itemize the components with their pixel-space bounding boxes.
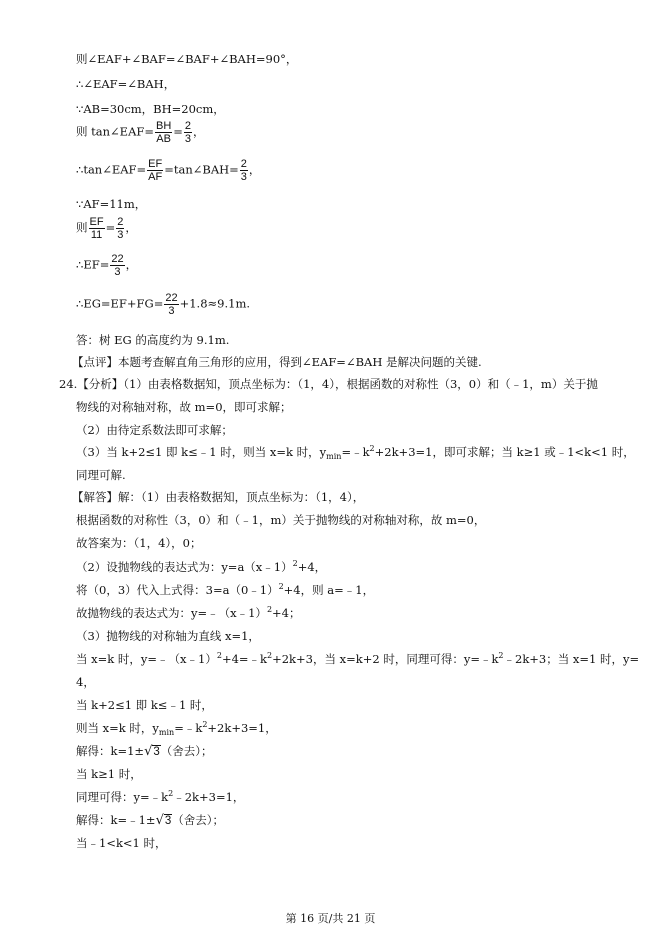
page-footer: 第 16 页/共 21 页 [285,912,376,925]
text: +1.8≈9.1m. [179,296,251,311]
subscript: min [326,452,342,461]
text: 当 x=k 时，y=﹣（x﹣1） [76,652,217,666]
fraction [155,120,172,145]
text: = [173,124,183,139]
text: =﹣k [174,721,203,735]
line-24-1: 24.【分析】（1）由表格数据知，顶点坐标为：（1，4），根据函数的对称性（3，0）和（﹣1，m）关于抛 [59,377,598,391]
text: ﹣2k+3=1， [173,790,245,804]
line-24-20 [76,812,224,829]
text: ， [125,257,138,272]
text: ∴tan∠EAF= [76,162,147,177]
line-a10: 答：树 EG 的高度约为 9.1m. [76,333,230,347]
line-24-8: 故答案为：（1，4），0； [76,536,202,550]
fraction [164,292,178,317]
line-24-13 [76,651,639,667]
fraction [147,158,163,183]
line-24-16 [76,720,277,736]
radicand: 3 [164,815,172,827]
line-24-6: 【解答】解：（1）由表格数据知，顶点坐标为：（1，4）， [72,490,365,504]
text: =tan∠BAH= [164,162,239,177]
text: （3）当 k+2≤1 即 k≤﹣1 时，则当 x=k 时，y [76,445,327,459]
text: 则 tan∠EAF= [76,124,154,139]
numerator: EF [89,216,104,228]
text: （2）设抛物线的表达式为：y=a（x﹣1） [76,560,293,574]
superscript: 2 [292,559,298,568]
fraction [240,158,248,183]
text: ∴EG=EF+FG= [76,296,164,311]
line-a6: ∵AF=11m， [76,197,147,211]
numerator: BH [156,120,172,132]
denominator: 3 [117,229,124,241]
line-a2: ∴∠EAF=∠BAH， [76,77,176,91]
text: +2k+3=1，即可求解；当 k≥1 或﹣1<k<1 时， [374,445,635,459]
text: 故抛物线的表达式为：y=﹣（x﹣1） [76,606,267,620]
superscript: 2 [202,720,208,729]
text: +4； [272,606,301,620]
text: 解得：k=﹣1± [76,813,156,827]
superscript: 2 [168,789,174,798]
line-24-14: 4， [76,675,95,689]
square-root: √3 [144,744,160,759]
denominator: AB [156,133,171,145]
text: ， [193,124,205,139]
text: +2k+3，当 x=k+2 时，同理可得：y=﹣k [272,652,499,666]
fraction [116,216,124,241]
line-24-21: 当﹣1<k<1 时， [76,836,167,850]
text: ， [125,220,137,235]
text: 同理可得：y=﹣k [76,790,169,804]
line-a7 [76,216,137,241]
denominator: 3 [168,305,175,317]
line-a4 [76,120,205,145]
text: =﹣k [341,445,370,459]
text: 将（0，3）代入上式得：3=a（0﹣1） [76,583,279,597]
line-24-3: （2）由待定系数法即可求解； [76,423,233,437]
text: +2k+3=1， [207,721,277,735]
line-24-11 [76,605,300,621]
fraction [89,216,105,241]
denominator: 3 [184,133,192,145]
line-24-19 [76,789,244,805]
line-24-10 [76,582,374,598]
numerator: 22 [111,253,124,265]
denominator: 11 [90,229,103,241]
denominator: AF [148,171,163,183]
subscript: min [158,728,175,737]
denominator: 3 [240,171,247,183]
fraction [110,253,124,278]
text: +4=﹣k [221,652,267,666]
line-24-18: 当 k≥1 时， [76,767,142,781]
denominator: 3 [114,266,121,278]
line-a5 [76,158,260,183]
text: ∴EF= [76,257,110,272]
text: 则当 x=k 时，y [76,721,159,735]
line-24-15: 当 k+2≤1 即 k≤﹣1 时， [76,698,213,712]
line-a1: 则∠EAF+∠BAF=∠BAF+∠BAH=90°， [76,52,298,66]
text: +4，则 a=﹣1， [283,583,375,597]
line-24-9 [76,559,326,575]
square-root: √3 [155,813,172,828]
line-24-12: （3）抛物线的对称轴为直线 x=1， [76,629,260,643]
text: = [105,220,116,235]
line-a3: ∵AB=30cm，BH=20cm， [76,102,225,116]
numerator: 22 [165,292,178,304]
text: （舍去）； [172,813,225,827]
line-a11: 【点评】本题考查解直角三角形的应用，得到∠EAF=∠BAH 是解决问题的关键. [72,355,482,369]
numerator: 2 [184,120,192,132]
line-24-5: 同理可解. [76,468,126,482]
text: ﹣2k+3；当 x=1 时，y= [503,652,640,666]
fraction [184,120,192,145]
numerator: 2 [240,158,247,170]
line-a9 [76,292,250,317]
radicand: 3 [153,746,160,758]
line-24-4 [76,444,635,460]
numerator: EF [148,158,163,170]
text: （舍去）； [160,744,213,758]
superscript: 2 [278,582,284,591]
line-24-7: 根据函数的对称性（3，0）和（﹣1，m）关于抛物线的对称轴对称，故 m=0， [76,513,486,527]
superscript: 2 [369,444,375,453]
superscript: 2 [216,651,222,660]
text: 解得：k=1± [76,744,145,758]
line-24-2: 物线的对称轴对称，故 m=0，即可求解； [76,400,292,414]
superscript: 2 [498,651,504,660]
line-a8 [76,253,137,278]
text: +4， [297,560,327,574]
text: 则 [76,220,88,235]
line-24-17 [76,743,213,760]
superscript: 2 [266,605,273,614]
numerator: 2 [117,216,124,228]
text: ， [248,162,261,177]
superscript: 2 [267,651,273,660]
